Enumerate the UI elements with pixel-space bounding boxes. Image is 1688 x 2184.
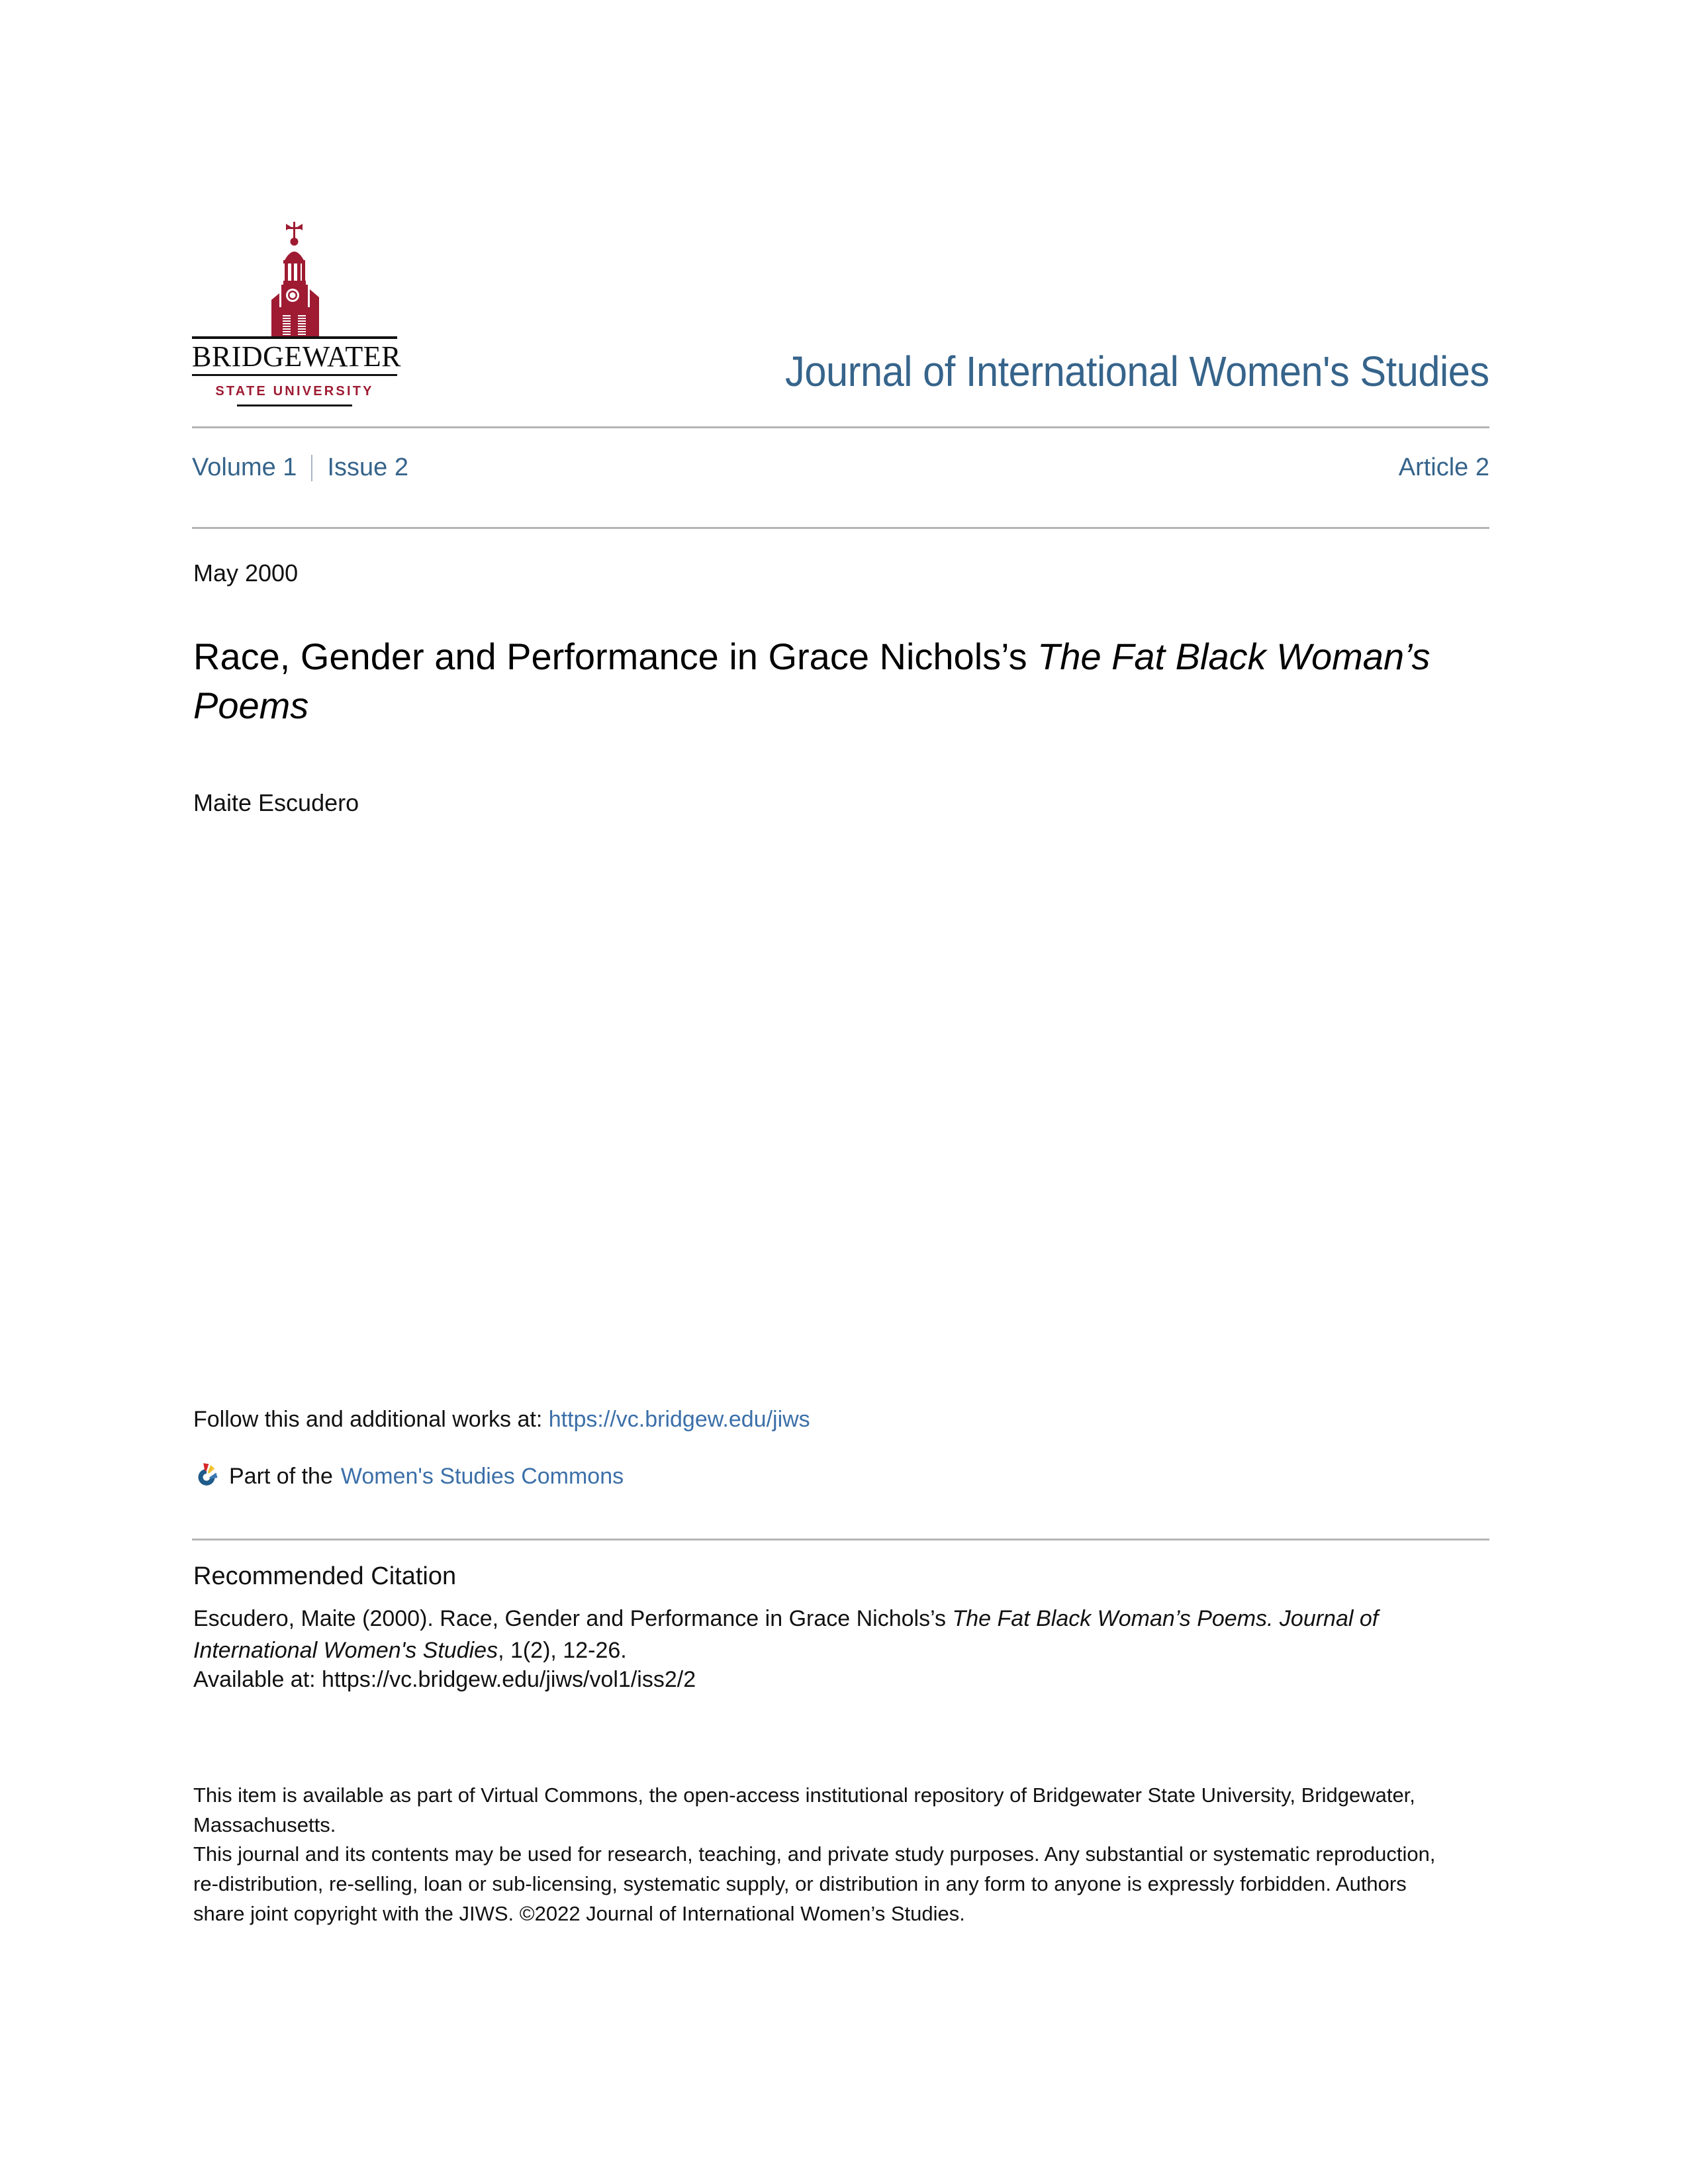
recommended-citation-block: [193, 1562, 1491, 1693]
logo-rule-bottom: [237, 404, 352, 406]
page-footer: [193, 1781, 1438, 1928]
citation-text-part2: , 1(2), 12-26.: [498, 1638, 627, 1664]
citation-text-part1: Escudero, Maite (2000). Race, Gender and Performance in Grace Nichols’s: [193, 1606, 953, 1631]
divider-middle: [192, 527, 1489, 529]
digital-commons-icon: [192, 1462, 221, 1491]
recommended-citation-text: [193, 1603, 1405, 1667]
follow-works-line: [193, 1407, 810, 1433]
issue-bar-left: [192, 453, 408, 482]
commons-line: [192, 1462, 624, 1491]
volume-label[interactable]: Volume 1: [192, 453, 297, 481]
article-title-main: Race, Gender and Performance in Grace Nichols’s: [193, 636, 1038, 677]
logo-subtitle: STATE UNIVERSITY: [215, 384, 374, 399]
publication-date: May 2000: [193, 559, 299, 587]
page-header: [192, 218, 1489, 410]
commons-subject-link[interactable]: Women's Studies Commons: [340, 1463, 624, 1489]
follow-works-label: Follow this and additional works at:: [193, 1407, 549, 1432]
divider-bottom: [192, 1539, 1489, 1541]
article-title: [193, 632, 1451, 731]
citation-available-at[interactable]: Available at: https://vc.bridgew.edu/jiws/vol1/iss2/2: [193, 1666, 696, 1692]
citation-text-italic: The Fat Black Woman’s Poems. Journal of International Women's Studies: [193, 1606, 1379, 1664]
logo-wordmark: BRIDGEWATER: [192, 340, 401, 373]
divider-top: [192, 426, 1489, 428]
bridgewater-logo: [192, 220, 401, 406]
clock-tower-icon: [192, 220, 397, 336]
article-author: Maite Escudero: [193, 789, 359, 816]
recommended-citation-heading: Recommended Citation: [193, 1562, 457, 1590]
journal-url-link[interactable]: https://vc.bridgew.edu/jiws: [548, 1407, 810, 1432]
footer-copyright-note: This journal and its contents may be used for research, teaching, and private study purposes. Any substantial or systematic reproduction, re-distribution, re-selling, loan or sub-licensing, systematic supply, or distribution in any form to anyone is expressly forbidden. Authors share joint copyright with the JIWS. ©2022 Journal of International Women’s Studies.: [193, 1842, 1436, 1925]
issue-bar: [192, 453, 1489, 482]
journal-title: Journal of International Women's Studies: [785, 348, 1489, 395]
footer-repository-note: This item is available as part of Virtual Commons, the open-access institutional repository of Bridgewater State University, Bridgewater, Massachusetts.: [193, 1783, 1415, 1836]
article-number-label[interactable]: Article 2: [1398, 453, 1489, 481]
issue-separator: [311, 455, 312, 481]
part-of-label: Part of the: [229, 1463, 333, 1489]
article-title-italic: The Fat Black Woman’s Poems: [193, 636, 1430, 727]
issue-label[interactable]: Issue 2: [327, 453, 408, 481]
